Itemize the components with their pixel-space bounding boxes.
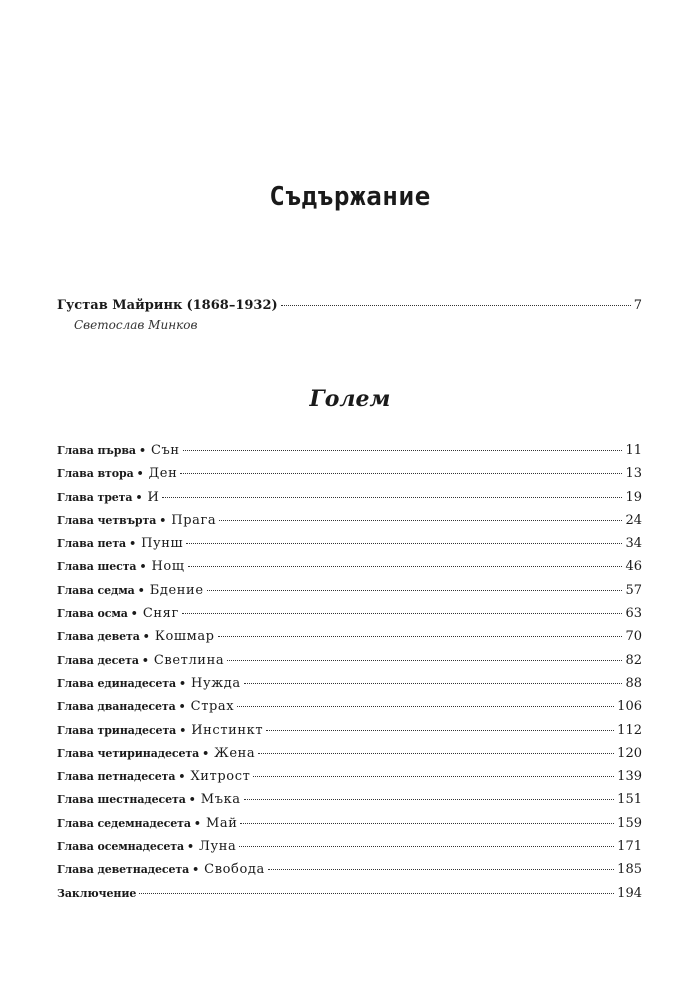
chapter-title: Сън	[150, 443, 180, 458]
chapter-heading	[57, 625, 215, 644]
chapter-label: Глава десета	[57, 653, 139, 667]
dot-leader	[162, 497, 622, 498]
chapter-title: Прага	[171, 512, 217, 528]
dot-leader	[182, 613, 623, 614]
chapter-title: Пунш	[141, 536, 184, 552]
chapter-title: Ден	[148, 466, 178, 482]
chapter-label: Глава четвърта	[57, 513, 157, 527]
chapter-row	[57, 788, 642, 811]
chapter-label: Глава четиринадесета	[57, 746, 200, 760]
bullet-separator: •	[137, 583, 145, 597]
dot-leader	[244, 799, 615, 800]
chapter-page-number: 19	[625, 489, 642, 505]
chapter-heading	[57, 812, 237, 831]
chapter-heading	[57, 835, 236, 854]
chapter-page-number: 88	[625, 675, 642, 691]
foreword-author: Густав Майринк	[57, 298, 183, 313]
chapter-page-number: 106	[617, 699, 642, 715]
chapter-heading	[57, 649, 224, 668]
chapter-title: Луна	[199, 839, 237, 855]
bullet-separator: •	[142, 630, 150, 644]
section-title: Голем	[309, 386, 391, 412]
bullet-separator: •	[179, 723, 187, 737]
chapter-heading	[57, 555, 185, 574]
chapter-title: Инстинкт	[191, 722, 264, 738]
chapter-label: Глава шестнадесета	[57, 793, 186, 807]
dot-leader	[266, 730, 614, 731]
chapter-page-number: 120	[617, 745, 642, 761]
conclusion-label: Заключение	[57, 886, 137, 900]
bullet-separator: •	[187, 840, 195, 854]
chapter-heading	[57, 765, 250, 784]
chapter-list	[57, 439, 642, 905]
chapter-label: Глава петнадесета	[57, 770, 176, 784]
chapter-row	[57, 695, 642, 718]
chapter-title: Май	[205, 815, 238, 831]
chapter-title: Нощ	[151, 559, 185, 575]
chapter-page-number: 34	[625, 536, 642, 552]
chapter-page-number: 112	[617, 722, 642, 738]
chapter-heading	[57, 695, 234, 714]
dot-leader	[188, 566, 623, 567]
chapter-page-number: 24	[625, 512, 642, 528]
chapter-label: Глава седма	[57, 583, 135, 597]
chapter-row	[57, 532, 642, 555]
chapter-row	[57, 462, 642, 485]
foreword-row	[57, 298, 642, 313]
chapter-label: Глава седемнадесета	[57, 816, 191, 830]
chapter-page-number: 63	[625, 606, 642, 622]
dot-leader	[186, 543, 622, 544]
dot-leader	[219, 520, 622, 521]
dot-leader	[253, 776, 614, 777]
bullet-separator: •	[178, 770, 186, 784]
chapter-row	[57, 439, 642, 462]
chapter-row	[57, 625, 642, 648]
chapter-page-number: 46	[625, 559, 642, 575]
chapter-title: Свобода	[204, 862, 265, 878]
bullet-separator: •	[130, 607, 138, 621]
chapter-row	[57, 509, 642, 532]
chapter-page-number: 185	[617, 862, 642, 878]
chapter-label: Глава втора	[57, 467, 134, 481]
chapter-rows	[57, 439, 642, 882]
bullet-separator: •	[202, 746, 210, 760]
chapter-row	[57, 835, 642, 858]
chapter-label: Глава деветнадесета	[57, 863, 190, 877]
chapter-page-number: 70	[625, 629, 642, 645]
conclusion-label-wrap	[57, 882, 136, 901]
chapter-row	[57, 742, 642, 765]
chapter-row	[57, 579, 642, 602]
bullet-separator: •	[135, 490, 143, 504]
chapter-label: Глава пета	[57, 537, 127, 551]
chapter-title: Хитрост	[190, 769, 251, 785]
conclusion-page-number: 194	[617, 885, 642, 901]
chapter-row	[57, 672, 642, 695]
chapter-page-number: 151	[617, 792, 642, 808]
dot-leader	[239, 846, 614, 847]
chapter-label: Глава шеста	[57, 560, 137, 574]
foreword-page-number: 7	[633, 298, 642, 313]
chapter-title: Страх	[190, 699, 235, 715]
bullet-separator: •	[138, 444, 146, 457]
chapter-row	[57, 719, 642, 742]
foreword-years: (1868–1932)	[186, 298, 278, 313]
chapter-row	[57, 765, 642, 788]
chapter-label: Глава трета	[57, 490, 133, 504]
chapter-title: Бдение	[149, 582, 204, 598]
chapter-page-number: 11	[625, 443, 642, 458]
chapter-row	[57, 812, 642, 835]
dot-leader	[207, 590, 623, 591]
chapter-label: Глава дванадесета	[57, 700, 176, 714]
bullet-separator: •	[188, 793, 196, 807]
bullet-separator: •	[193, 816, 201, 830]
chapter-row	[57, 649, 642, 672]
bullet-separator: •	[178, 700, 186, 714]
dot-leader	[227, 660, 622, 661]
chapter-page-number: 159	[617, 815, 642, 831]
dot-leader	[139, 893, 614, 894]
chapter-heading	[57, 602, 179, 621]
bullet-separator: •	[136, 467, 144, 481]
chapter-title: Кошмар	[154, 629, 215, 645]
chapter-page-number: 171	[617, 839, 642, 855]
chapter-heading	[57, 858, 265, 877]
bullet-separator: •	[139, 560, 147, 574]
bullet-separator: •	[129, 537, 137, 551]
chapter-heading	[57, 742, 255, 761]
chapter-label: Глава девета	[57, 630, 140, 644]
bullet-separator: •	[192, 863, 200, 877]
page-title: Съдържание	[269, 182, 431, 212]
bullet-separator: •	[179, 676, 187, 690]
chapter-label: Глава първа	[57, 444, 136, 457]
chapter-label: Глава осемнадесета	[57, 840, 185, 854]
dot-leader	[183, 450, 623, 451]
chapter-title: Сняг	[142, 606, 179, 622]
chapter-label: Глава единадесета	[57, 676, 177, 690]
foreword-translator: Светослав Минков	[74, 318, 198, 332]
dot-leader	[268, 869, 614, 870]
dot-leader	[240, 823, 614, 824]
chapter-heading	[57, 509, 216, 528]
chapter-row	[57, 555, 642, 578]
chapter-title: Жена	[214, 745, 256, 761]
dot-leader	[258, 753, 614, 754]
chapter-heading	[57, 788, 241, 807]
chapter-heading	[57, 486, 159, 505]
chapter-row	[57, 858, 642, 881]
foreword-label	[57, 298, 278, 313]
chapter-label: Глава тринадесета	[57, 723, 177, 737]
dot-leader	[244, 683, 623, 684]
chapter-heading	[57, 439, 180, 458]
bullet-separator: •	[141, 653, 149, 667]
chapter-heading	[57, 579, 204, 598]
dot-leader	[281, 305, 631, 306]
dot-leader	[218, 636, 623, 637]
chapter-heading	[57, 672, 241, 691]
chapter-heading	[57, 462, 177, 481]
chapter-title: Нужда	[191, 675, 241, 691]
chapter-label: Глава осма	[57, 607, 128, 621]
chapter-heading	[57, 532, 183, 551]
bullet-separator: •	[159, 513, 167, 527]
conclusion-row	[57, 882, 642, 905]
foreword-entry	[57, 298, 642, 332]
chapter-page-number: 82	[625, 652, 642, 668]
chapter-page-number: 139	[617, 769, 642, 785]
chapter-page-number: 57	[625, 582, 642, 598]
chapter-heading	[57, 719, 263, 738]
dot-leader	[237, 706, 614, 707]
chapter-row	[57, 486, 642, 509]
chapter-row	[57, 602, 642, 625]
chapter-title: Мъка	[200, 792, 241, 808]
chapter-page-number: 13	[625, 466, 642, 482]
chapter-title: Светлина	[153, 652, 225, 668]
chapter-title: И	[147, 489, 160, 505]
dot-leader	[180, 473, 622, 474]
